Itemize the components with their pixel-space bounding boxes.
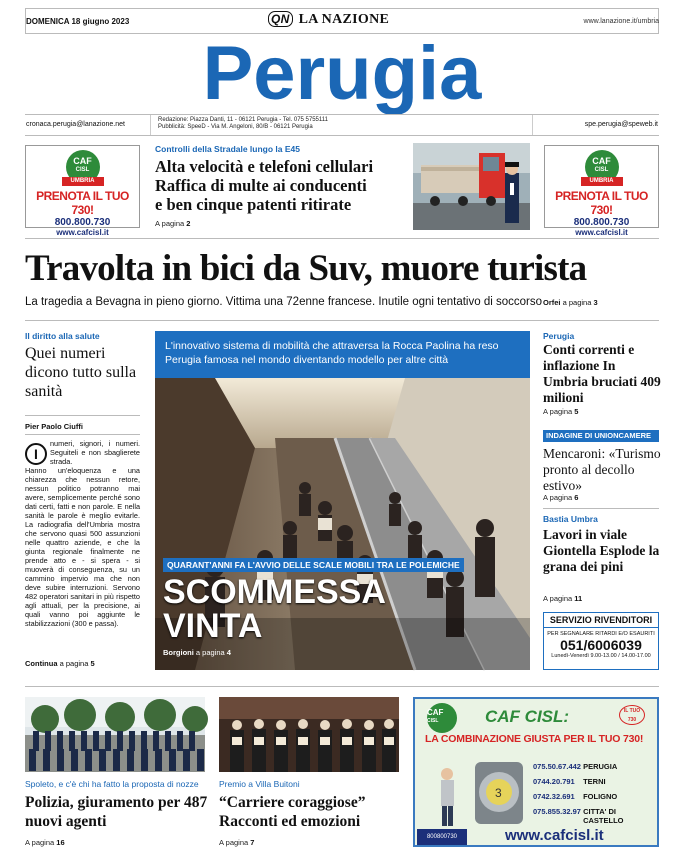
caf-office-row: [533, 789, 627, 804]
police-parade-photo: [25, 697, 205, 772]
section-divider: [25, 238, 659, 239]
caf-cisl-ad[interactable]: [413, 697, 659, 847]
caf-logo-text: CAF: [73, 156, 92, 166]
bottom-headline-2[interactable]: “Carriere coraggiose” Racconti ed emozioni: [219, 794, 366, 830]
left-body: [25, 439, 140, 628]
section-divider: [25, 686, 659, 687]
police-truck-photo: [413, 143, 530, 230]
servizio-sub: PER SEGNALARE RITARDI E/O ESAURITI: [547, 631, 655, 637]
caf-ad-right[interactable]: [544, 145, 659, 237]
feature-band: QUARANT'ANNI FA L'AVVIO DELLE SCALE MOBILI TRA LE POLEMICHE: [163, 558, 464, 572]
safe-combination-icon: [435, 754, 525, 832]
caf-offices-table: [533, 759, 627, 825]
divider: [532, 115, 533, 135]
caf-logo: [585, 150, 619, 184]
feature-blurb: L'innovativo sistema di mobilità che attraversa la Rocca Paolina ha reso Perugia famosa nel mondo diventando modello per altre città: [155, 331, 530, 378]
office-city: CITTA' DI CASTELLO: [583, 807, 624, 825]
page-number: 11: [574, 594, 583, 603]
numero-verde[interactable]: 800800730: [417, 829, 467, 845]
page-prefix: A pagina: [543, 594, 573, 603]
divider: [25, 434, 140, 435]
caf-phone: 800.800.730: [573, 217, 630, 228]
caf-office-row: [533, 774, 627, 789]
caf-logo-cisl: CISL: [75, 167, 90, 173]
page-number: 4: [226, 648, 231, 657]
feature-page-ref: [163, 648, 231, 657]
page-prefix: a pagina: [59, 659, 89, 668]
lead-author: Orfei: [543, 298, 561, 307]
edition-date: DOMENICA 18 giugno 2023: [26, 17, 130, 26]
svg-text:3: 3: [495, 786, 502, 800]
caf-office-row: [533, 807, 627, 825]
left-body-rest: Hanno un'eloquenza e una chiarezza che nessun retore, nessun politico potranno mai avere, semplicemente perché sono dati certi, fatti e non parole. E nella sanità le parole è meglio evitarle. La radiografia dell'Umbria mostra che servono quasi 500 assunzioni nelle quattro aziende, e che la giunta regionale finalmente ne prende atto e - si spera - si muoverà di conseguenza, su un cammino impervio ma che non deve subire interruzioni. Servono 482 operatori sanitari in più rispetto agli attuali, per la precisione, ai quali vanno poi aggiunte le stabilizzazioni (300 e passa).: [25, 466, 140, 628]
office-city: TERNI: [583, 777, 606, 786]
right-story-3-page: [543, 594, 582, 603]
multe-headline-line: Alta velocità e telefoni cellulari: [155, 157, 374, 176]
multe-headline-line: e ben cinque patenti ritirate: [155, 195, 352, 214]
divider: [543, 508, 659, 509]
page-prefix: A pagina: [25, 838, 55, 847]
caf-logo: [427, 703, 457, 733]
page-prefix: A pagina: [543, 493, 573, 502]
multe-headline[interactable]: [155, 157, 411, 214]
feature-title-line: SCOMMESSA: [163, 573, 386, 611]
caf-prenota: PRENOTA IL TUO 730!: [555, 189, 648, 217]
caf-big-title: CAF CISL:: [485, 707, 570, 726]
caf-logo-region: UMBRIA: [581, 177, 623, 186]
dropcap: I: [25, 443, 47, 465]
feature-title[interactable]: [163, 575, 386, 643]
continua-label: Continua: [25, 659, 58, 668]
office-phone[interactable]: 0744.20.791: [533, 777, 575, 786]
pubblicita-address: Pubblicità: SpeeD - Via M. Angeloni, 80/B - 06121 Perugia: [158, 124, 313, 130]
lead-subhead: La tragedia a Bevagna in pieno giorno. Vittima una 72enne francese. Inutile ogni tentativo di soccorso: [25, 296, 542, 308]
caf-logo-text: CAF: [592, 156, 611, 166]
multe-kicker: Controlli della Stradale lungo la E45: [155, 144, 301, 154]
page-prefix: A pagina: [543, 407, 573, 416]
redazione-info: [158, 117, 328, 131]
servizio-title: SERVIZIO RIVENDITORI: [544, 613, 658, 628]
bottom-page-ref-1: [25, 838, 65, 847]
lead-headline[interactable]: Travolta in bici da Suv, muore turista: [25, 248, 587, 289]
lead-page-ref: [543, 298, 598, 307]
office-phone[interactable]: 075.50.67.442: [533, 762, 581, 771]
cronaca-email[interactable]: cronaca.perugia@lanazione.net: [26, 121, 125, 128]
servizio-phone[interactable]: 051/6006039: [560, 637, 642, 653]
right-story-2-page: [543, 493, 578, 502]
qn-logo: QN: [268, 11, 293, 27]
caf-logo-cisl: CISL: [427, 718, 439, 724]
section-divider: [25, 320, 659, 321]
right-kicker-3: Bastia Umbra: [543, 514, 598, 524]
right-story-1[interactable]: Conti correnti e inflazione In Umbria bruciati 409 milioni: [543, 342, 661, 405]
page-number: 5: [574, 407, 579, 416]
divider: [25, 415, 140, 416]
page-number: 5: [90, 659, 95, 668]
feature-title-line: VINTA: [163, 607, 263, 645]
redazione-address: Redazione: Piazza Danti, 11 - 06121 Perugia - Tel. 075 5755111: [158, 117, 329, 123]
newspaper-brand[interactable]: [268, 12, 389, 28]
multe-headline-line: Raffica di multe ai conducenti: [155, 176, 367, 195]
award-ceremony-photo: [219, 697, 399, 772]
feature-author: Borgioni: [163, 648, 194, 657]
page-prefix: A pagina: [155, 219, 185, 228]
caf-logo-cisl: CISL: [594, 167, 609, 173]
left-continua[interactable]: [25, 659, 95, 668]
office-phone[interactable]: 0742.32.691: [533, 792, 575, 801]
multe-page-ref: [155, 219, 190, 228]
caf-ad-left[interactable]: [25, 145, 140, 237]
left-author: Pier Paolo Ciuffi: [25, 422, 83, 431]
page-number: 2: [186, 219, 191, 228]
office-phone[interactable]: 075.855.32.97: [533, 807, 581, 816]
page-number: 7: [250, 838, 255, 847]
right-story-1-page: [543, 407, 578, 416]
page-prefix: a pagina: [195, 648, 225, 657]
caf-phone: 800.800.730: [54, 217, 111, 228]
caf-web: www.cafcisl.it: [56, 228, 109, 237]
spe-email[interactable]: spe.perugia@speweb.it: [584, 121, 658, 128]
brand-name: LA NAZIONE: [298, 12, 390, 27]
caf-office-row: [533, 759, 627, 774]
caf-logo-text: CAF: [427, 708, 444, 717]
page-prefix: a pagina: [562, 298, 592, 307]
caf-badge: IL TUO 730: [619, 705, 645, 725]
page-number: 6: [574, 493, 579, 502]
left-kicker: Il diritto alla salute: [25, 331, 100, 341]
masthead-title: Perugia: [202, 31, 482, 116]
office-city: PERUGIA: [583, 762, 618, 771]
servizio-hours: Lunedì-Venerdì 9.00-13.00 / 14.00-17.00: [551, 653, 651, 659]
caf-big-slogan: LA COMBINAZIONE GIUSTA PER IL TUO 730!: [425, 733, 644, 745]
caf-prenota: PRENOTA IL TUO 730!: [36, 189, 129, 217]
page-number: 16: [56, 838, 65, 847]
divider: [150, 115, 151, 135]
office-city: FOLIGNO: [583, 792, 618, 801]
right-story-3[interactable]: Lavori in viale Giontella Esplode la grana dei pini: [543, 527, 660, 574]
right-kicker-1: Perugia: [543, 331, 575, 341]
left-body-first: numeri, signori, i numeri. Seguiteli e non sbaglierete strada.: [50, 439, 140, 466]
bottom-headline-1[interactable]: Polizia, giuramento per 487 nuovi agenti: [25, 794, 208, 830]
left-headline[interactable]: Quei numeri dicono tutto sulla sanità: [25, 345, 137, 400]
bottom-kicker-1: Spoleto, e c'è chi ha fatto la proposta di nozze: [25, 779, 199, 789]
caf-big-web[interactable]: www.cafcisl.it: [505, 827, 604, 844]
servizio-rivenditori-box: [543, 612, 659, 670]
right-tag-2: INDAGINE DI UNIONCAMERE: [543, 430, 659, 442]
page-prefix: A pagina: [219, 838, 249, 847]
caf-logo: [66, 150, 100, 184]
caf-web: www.cafcisl.it: [575, 228, 628, 237]
site-url[interactable]: www.lanazione.it/umbria: [583, 18, 659, 25]
bottom-page-ref-2: [219, 838, 254, 847]
caf-logo-region: UMBRIA: [62, 177, 104, 186]
right-story-2[interactable]: Mencaroni: «Turismo pronto al decollo estivo»: [543, 446, 661, 493]
page-number: 3: [593, 298, 598, 307]
bottom-kicker-2: Premio a Villa Buitoni: [219, 779, 300, 789]
